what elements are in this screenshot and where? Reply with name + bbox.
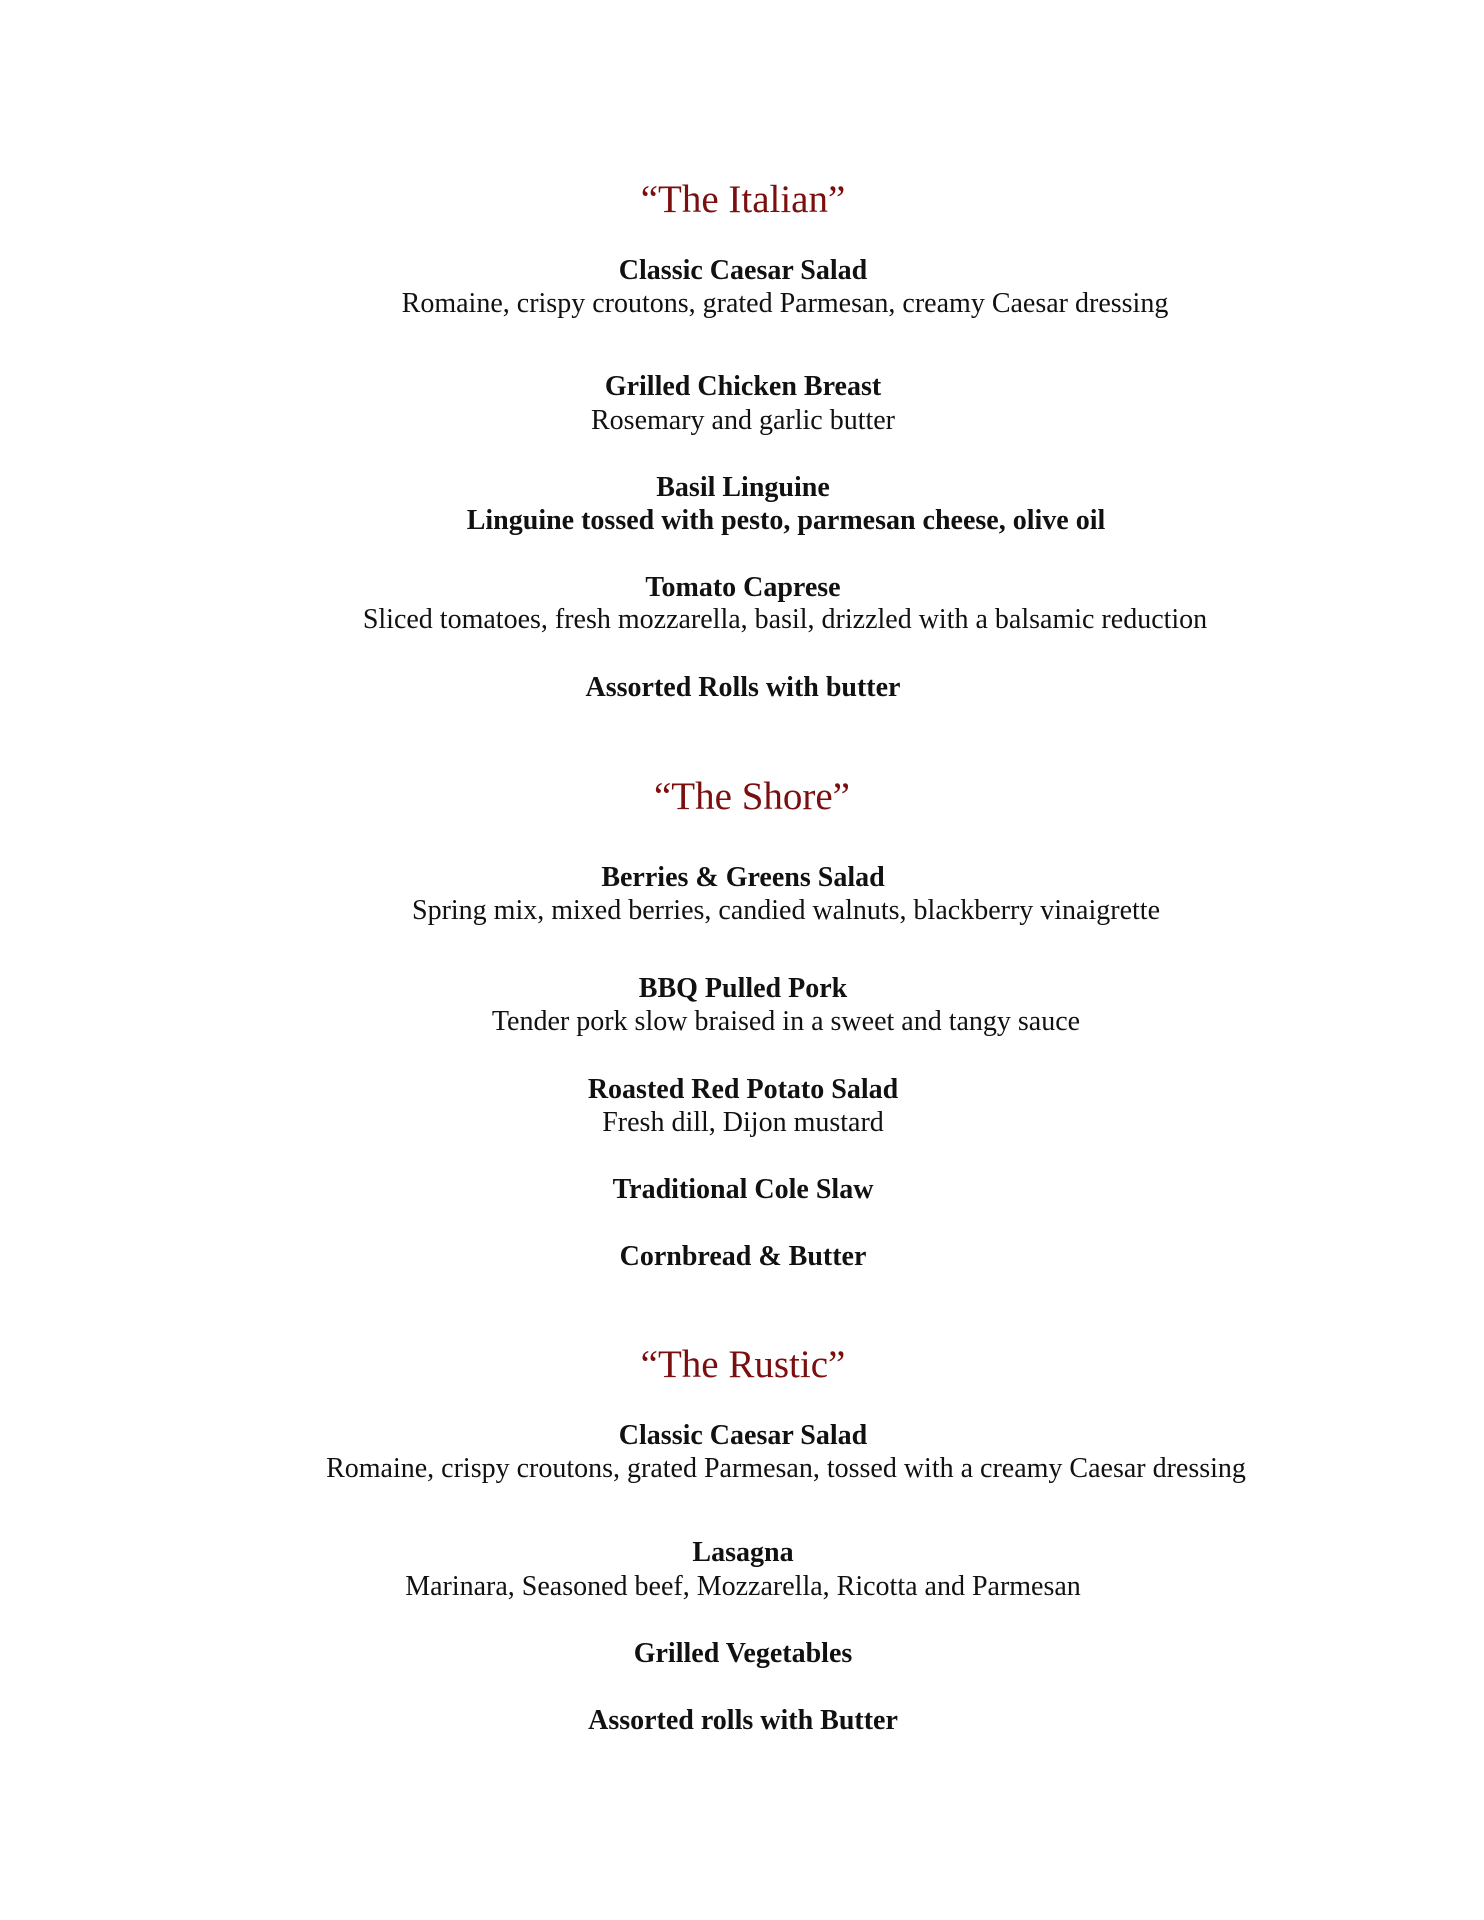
- menu-title-rustic: “The Rustic”: [640, 1343, 846, 1386]
- dish-description: Fresh dill, Dijon mustard: [602, 1107, 884, 1138]
- dish-name: Basil Linguine: [656, 472, 830, 503]
- dish-name: Cornbread & Butter: [619, 1241, 867, 1272]
- dish-name: Lasagna: [692, 1537, 794, 1568]
- dish-name: Roasted Red Potato Salad: [587, 1074, 899, 1105]
- dish-name: Grilled Vegetables: [633, 1638, 853, 1669]
- dish-description: Romaine, crispy croutons, grated Parmesan, creamy Caesar dressing: [401, 288, 1169, 319]
- dish-description: Tender pork slow braised in a sweet and tangy sauce: [491, 1006, 1081, 1037]
- menu-title-italian: “The Italian”: [640, 178, 846, 221]
- dish-name: Classic Caesar Salad: [618, 255, 868, 286]
- menu-title-shore: “The Shore”: [654, 775, 850, 818]
- dish-name: Traditional Cole Slaw: [612, 1174, 874, 1205]
- dish-description: Linguine tossed with pesto, parmesan cheese, olive oil: [466, 505, 1106, 536]
- dish-name: Classic Caesar Salad: [618, 1420, 868, 1451]
- dish-description: Spring mix, mixed berries, candied walnuts, blackberry vinaigrette: [411, 895, 1161, 926]
- dish-name: Assorted rolls with Butter: [588, 1705, 898, 1736]
- dish-description: Sliced tomatoes, fresh mozzarella, basil, drizzled with a balsamic reduction: [362, 604, 1208, 635]
- dish-description: Rosemary and garlic butter: [590, 405, 896, 436]
- dish-description: Romaine, crispy croutons, grated Parmesan, tossed with a creamy Caesar dressing: [326, 1453, 1246, 1484]
- dish-name: Berries & Greens Salad: [601, 862, 885, 893]
- dish-name: BBQ Pulled Pork: [638, 973, 848, 1004]
- dish-name: Tomato Caprese: [645, 572, 841, 603]
- dish-name: Grilled Chicken Breast: [604, 371, 882, 402]
- dish-name: Assorted Rolls with butter: [585, 672, 901, 703]
- dish-description: Marinara, Seasoned beef, Mozzarella, Ricotta and Parmesan: [405, 1571, 1081, 1602]
